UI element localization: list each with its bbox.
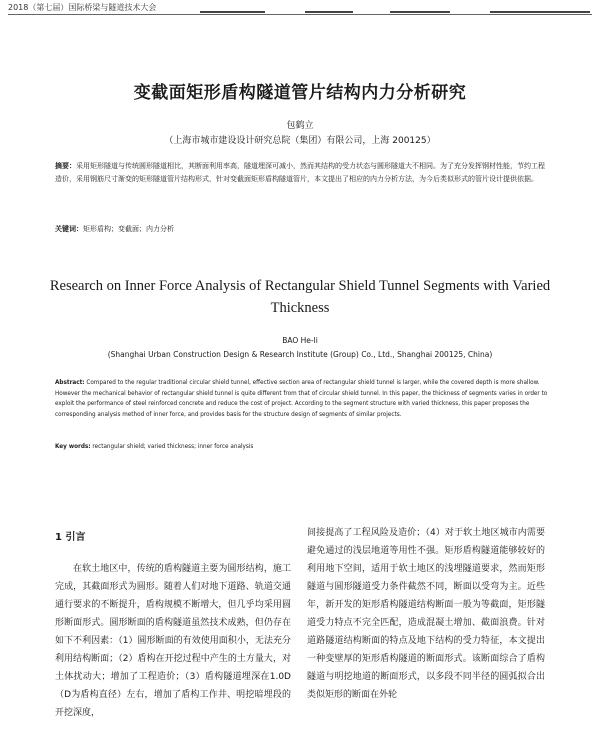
author-cn: 包鹤立 (286, 121, 314, 131)
paper-title-cn: 变截面矩形盾构隧道管片结构内力分析研究 (133, 83, 467, 103)
keywords-cn-text: 矩形盾构；变截面；内力分析 (83, 225, 174, 233)
header-rule (200, 11, 265, 13)
author-en: BAO He-li (282, 336, 318, 345)
abstract-cn-label: 摘要： (55, 162, 76, 170)
conference-header: 2018（第七届）国际桥梁与隧道技术大会 (8, 3, 157, 12)
header-rule (390, 11, 450, 13)
abstract-en (55, 378, 549, 420)
header-divider (8, 14, 592, 15)
keywords-cn-label: 关键词： (55, 225, 83, 233)
abstract-en-label: Abstract: (55, 380, 85, 386)
abstract-cn (55, 160, 549, 186)
keywords-en (55, 444, 253, 450)
body-column-left: 在软土地区中，传统的盾构隧道主要为圆形结构，施工完成，其截面形式为圆形。随着人们对地下道路、轨道交通通行要求的不断提升，盾构规模不断增大，但几乎均采用圆形断面形式。圆形断面的盾构隧道虽然技术成熟，但仍存在如下不利因素：（1）圆形断面的有效使用面积小，无法充分利用结构断面；（2）盾构在开挖过程中产生的土方量大，对土体扰动大；增加了工程造价；（3）盾构隧道埋深在1.0D（D为盾构直径）左右，增加了盾构工作井、明挖暗埋段的开挖深度， (55, 564, 291, 718)
abstract-cn-text: 采用矩形隧道与传统圆形隧道相比，其断面利用率高，隧道埋深可减小，然而其结构的受力状态与圆形隧道大不相同。为了充分发挥钢材性能，节约工程造价，采用钢筋尺寸渐变的矩形隧道管片结构形式，针对变截面矩形盾构隧道管片，本文提出了相应的内力分析方法，为今后类似形式的管片设计提供依据。 (55, 162, 545, 183)
section-heading: 1 引言 (55, 532, 86, 543)
keywords-en-text: rectangular shield; varied thickness; inner force analysis (92, 444, 254, 450)
abstract-en-text: Compared to the regular traditional circular shield tunnel, effective section area of rectangular shield tunnel is larger, while the covered depth is more shallow. However the mechanical behavior of rectangular shield tunnel is quite different from that of circular shield tunnel. In this paper, the thickness of segments varies in order to exploit the performance of steel reinforced concrete and reduce the cost of project. According to the segment structure with varied thickness, this paper proposes the corresponding analysis method of inner force, and provides basis for the structure design of segments of similar projects. (55, 380, 548, 418)
affiliation-en: (Shanghai Urban Construction Design & Research Institute (Group) Co., Ltd., Shanghai 200125, China) (107, 350, 493, 359)
keywords-en-label: Key words: (55, 444, 91, 450)
body-column-right: 间接提高了工程风险及造价；（4）对于软土地区城市内需要避免通过的浅层地道等用性不强。矩形盾构隧道能够较好的利用地下空间，适用于软土地区的浅埋隧道要求，然而矩形隧道与圆形隧道受力条件截然不同，断面以受弯为主。近些年，新开发的矩形盾构隧道结构断面一般为等截面，矩形隧道受力特点不完全匹配，造成混凝土增加、截面浪费。针对道路隧道结构断面的特点及地下结构的受力特征，本文提出一种变壁厚的矩形盾构隧道的断面形式。该断面综合了盾构隧道与明挖地道的断面形式，以多段不同半径的圆弧拟合出类似矩形的断面在外轮 (307, 528, 545, 700)
header-rule (490, 11, 590, 13)
keywords-cn (55, 224, 174, 234)
header-rule (305, 11, 353, 13)
paper-title-en: Research on Inner Force Analysis of Rectangular Shield Tunnel Segments with Varied Thickness (49, 278, 551, 316)
affiliation-cn: （上海市城市建设设计研究总院（集团）有限公司，上海 200125） (164, 136, 436, 146)
